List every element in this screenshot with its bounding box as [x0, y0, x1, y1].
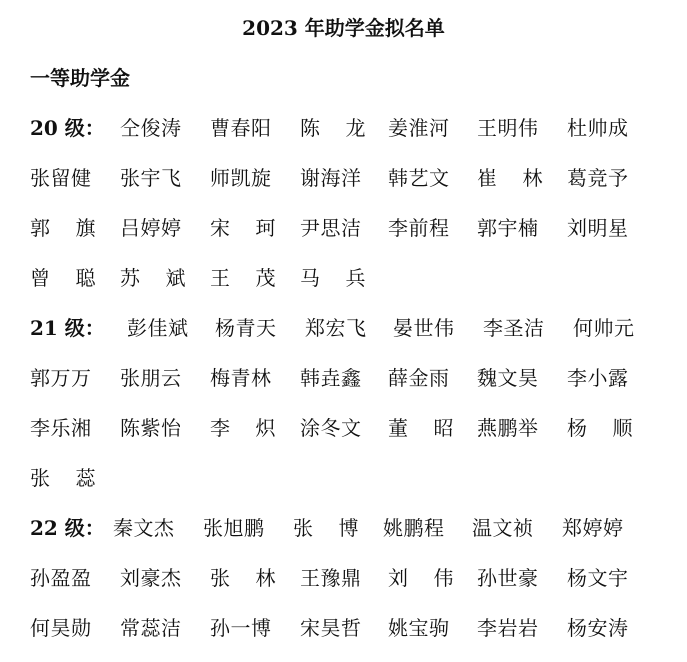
student-name: 杨安涛: [567, 616, 629, 640]
student-name: 谢海洋: [300, 166, 362, 190]
student-name: 董 昭: [388, 416, 454, 440]
student-name: 孙盈盈: [30, 566, 92, 590]
student-name: 陈紫怡: [120, 416, 182, 440]
student-name: 刘 伟: [388, 566, 454, 590]
student-name: 晏世伟: [393, 316, 455, 340]
student-name: 李岩岩: [477, 616, 539, 640]
student-name: 姜淮河: [388, 116, 450, 140]
student-name: 韩垚鑫: [300, 366, 362, 390]
student-name: 尹思洁: [300, 216, 362, 240]
student-name: 张 蕊: [30, 466, 96, 490]
student-name: 陈 龙: [300, 116, 366, 140]
student-name: 郭 旗: [30, 216, 96, 240]
section-heading: 一等助学金: [30, 66, 130, 90]
student-name: 孙世豪: [477, 566, 539, 590]
student-name: 张旭鹏: [203, 516, 265, 540]
student-name: 李小露: [567, 366, 629, 390]
student-name: 王明伟: [477, 116, 539, 140]
student-name: 李 炽: [210, 416, 276, 440]
student-name: 仝俊涛: [120, 116, 182, 140]
student-name: 涂冬文: [300, 416, 362, 440]
student-name: 宋昊哲: [300, 616, 362, 640]
student-name: 张 博: [293, 516, 359, 540]
student-name: 张宇飞: [120, 166, 182, 190]
student-name: 郑婷婷: [562, 516, 624, 540]
student-name: 刘豪杰: [120, 566, 182, 590]
student-name: 杨青天: [215, 316, 277, 340]
student-name: 何帅元: [573, 316, 635, 340]
student-name: 王豫鼎: [300, 566, 362, 590]
student-name: 张留健: [30, 166, 92, 190]
student-name: 常蕊洁: [120, 616, 182, 640]
student-name: 李圣洁: [483, 316, 545, 340]
student-name: 苏 斌: [120, 266, 186, 290]
student-name: 梅青林: [210, 366, 272, 390]
student-name: 姚宝驹: [388, 616, 450, 640]
student-name: 燕鹏举: [477, 416, 539, 440]
student-name: 温文祯: [472, 516, 534, 540]
student-name: 郭万万: [30, 366, 92, 390]
student-name: 郭宇楠: [477, 216, 539, 240]
student-name: 魏文昊: [477, 366, 539, 390]
student-name: 秦文杰: [113, 516, 175, 540]
student-name: 杨 顺: [567, 416, 633, 440]
student-name: 吕婷婷: [120, 216, 182, 240]
student-name: 宋 珂: [210, 216, 276, 240]
student-name: 李前程: [388, 216, 450, 240]
student-name: 韩艺文: [388, 166, 450, 190]
grade-label: 20 级：: [30, 116, 105, 140]
student-name: 杨文宇: [567, 566, 629, 590]
student-name: 马 兵: [300, 266, 366, 290]
grade-label: 22 级：: [30, 516, 105, 540]
student-name: 刘明星: [567, 216, 629, 240]
document-title: 2023 年助学金拟名单: [242, 16, 445, 40]
student-name: 李乐湘: [30, 416, 92, 440]
student-name: 张 林: [210, 566, 276, 590]
student-name: 葛竞予: [567, 166, 629, 190]
student-name: 孙一博: [210, 616, 272, 640]
student-name: 何昊勋: [30, 616, 92, 640]
student-name: 杜帅成: [567, 116, 629, 140]
student-name: 张朋云: [120, 366, 182, 390]
student-name: 彭佳斌: [127, 316, 189, 340]
student-name: 崔 林: [477, 166, 543, 190]
grade-label: 21 级：: [30, 316, 105, 340]
student-name: 曾 聪: [30, 266, 96, 290]
student-name: 郑宏飞: [305, 316, 367, 340]
student-name: 曹春阳: [210, 116, 272, 140]
student-name: 师凯旋: [210, 166, 272, 190]
student-name: 薛金雨: [388, 366, 450, 390]
student-name: 王 茂: [210, 266, 276, 290]
student-name: 姚鹏程: [383, 516, 445, 540]
